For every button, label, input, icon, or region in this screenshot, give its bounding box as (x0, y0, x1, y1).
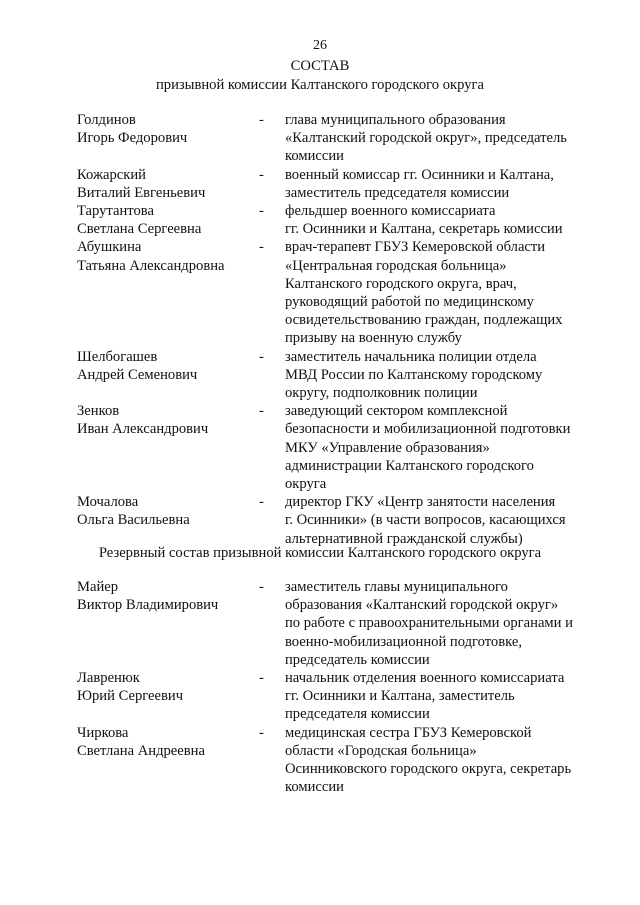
member-name (77, 578, 257, 614)
member-surname: Зенков (77, 403, 120, 420)
member-given-names: Иван Александрович (77, 421, 209, 438)
member-given-names: Светлана Андреевна (77, 742, 205, 759)
member-surname: Лавренюк (77, 670, 140, 687)
member-role: глава муниципального образования «Калтанский городской округ», председатель комиссии (285, 112, 567, 165)
member-dash: - (259, 403, 264, 420)
member-entry (77, 493, 597, 548)
member-entry (77, 402, 597, 493)
member-surname: Абушкина (77, 239, 142, 256)
member-given-names: Светлана Сергеевна (77, 221, 202, 238)
member-role: врач-терапевт ГБУЗ Кемеровской области «Центральная городская больница» Калтанского городского округа, врач, руководящий работой по медицинскому освидетельствованию граждан, подлежащих призыву на военную службу (285, 239, 563, 347)
document-title: СОСТАВ (290, 58, 350, 74)
member-role: директор ГКУ «Центр занятости населения г. Осинники» (в части вопросов, касающихся альтернативной гражданской службы) (285, 494, 566, 547)
reserve-member-list (77, 578, 597, 796)
member-name (77, 166, 257, 202)
member-role: начальник отделения военного комиссариата гг. Осинники и Калтана, заместитель председателя комиссии (285, 670, 565, 723)
member-dash: - (259, 203, 264, 220)
member-dash: - (259, 166, 264, 183)
member-entry (77, 669, 597, 724)
document-title-block (0, 57, 640, 95)
member-surname: Кожарский (77, 166, 146, 183)
member-entry (77, 238, 597, 347)
member-given-names: Виталий Евгеньевич (77, 184, 206, 201)
member-entry (77, 202, 597, 238)
member-dash: - (259, 494, 264, 511)
member-given-names: Андрей Семенович (77, 366, 198, 383)
member-surname: Мочалова (77, 494, 139, 511)
member-surname: Голдинов (77, 112, 136, 128)
member-dash: - (259, 579, 264, 595)
member-role: заместитель начальника полиции отдела МВД России по Калтанскому городскому округу, подполковник полиции (285, 348, 543, 402)
member-given-names: Виктор Владимирович (77, 597, 219, 614)
member-given-names: Ольга Васильевна (77, 512, 190, 529)
member-entry (77, 111, 597, 166)
member-role: заместитель главы муниципального образования «Калтанский городской округ» по работе с правоохранительными органами и военно-мобилизационной подготовке, председатель комиссии (285, 579, 573, 668)
member-dash: - (259, 239, 264, 256)
document-subtitle: призывной комиссии Калтанского городского округа (155, 77, 484, 93)
reserve-section-heading: Резервный состав призывной комиссии Калтанского городского округа (98, 545, 542, 561)
member-name (77, 493, 257, 529)
member-entry (77, 578, 597, 669)
member-dash: - (259, 724, 264, 741)
member-entry (77, 166, 597, 202)
member-given-names: Татьяна Александровна (77, 257, 225, 274)
member-surname: Чиркова (77, 724, 129, 741)
commission-member-list (77, 111, 597, 548)
member-name (77, 348, 257, 384)
member-surname: Майер (77, 579, 119, 595)
member-name (77, 669, 257, 705)
member-dash: - (259, 112, 264, 128)
member-role: медицинская сестра ГБУЗ Кемеровской области «Городская больница» Осинниковского городского округа, секретарь комиссии (285, 724, 572, 796)
member-surname: Тарутантова (77, 203, 154, 220)
member-entry (77, 724, 597, 797)
member-dash: - (259, 670, 264, 687)
member-role: военный комиссар гг. Осинники и Калтана, заместитель председателя комиссии (285, 166, 554, 201)
member-name (77, 202, 257, 238)
member-entry (77, 348, 597, 403)
member-name (77, 402, 257, 438)
page-number: 26 (313, 38, 327, 53)
member-dash: - (259, 348, 264, 365)
member-given-names: Игорь Федорович (77, 130, 188, 147)
member-given-names: Юрий Сергеевич (77, 688, 184, 705)
member-name (77, 238, 257, 274)
member-name (77, 111, 257, 147)
member-role: заведующий сектором комплексной безопасности и мобилизационной подготовки МКУ «Управление образования» администрации Калтанского городского округа (285, 403, 571, 493)
member-role: фельдшер военного комиссариата гг. Осинники и Калтана, секретарь комиссии (285, 203, 563, 238)
member-name (77, 724, 257, 760)
member-surname: Шелбогашев (77, 348, 158, 365)
